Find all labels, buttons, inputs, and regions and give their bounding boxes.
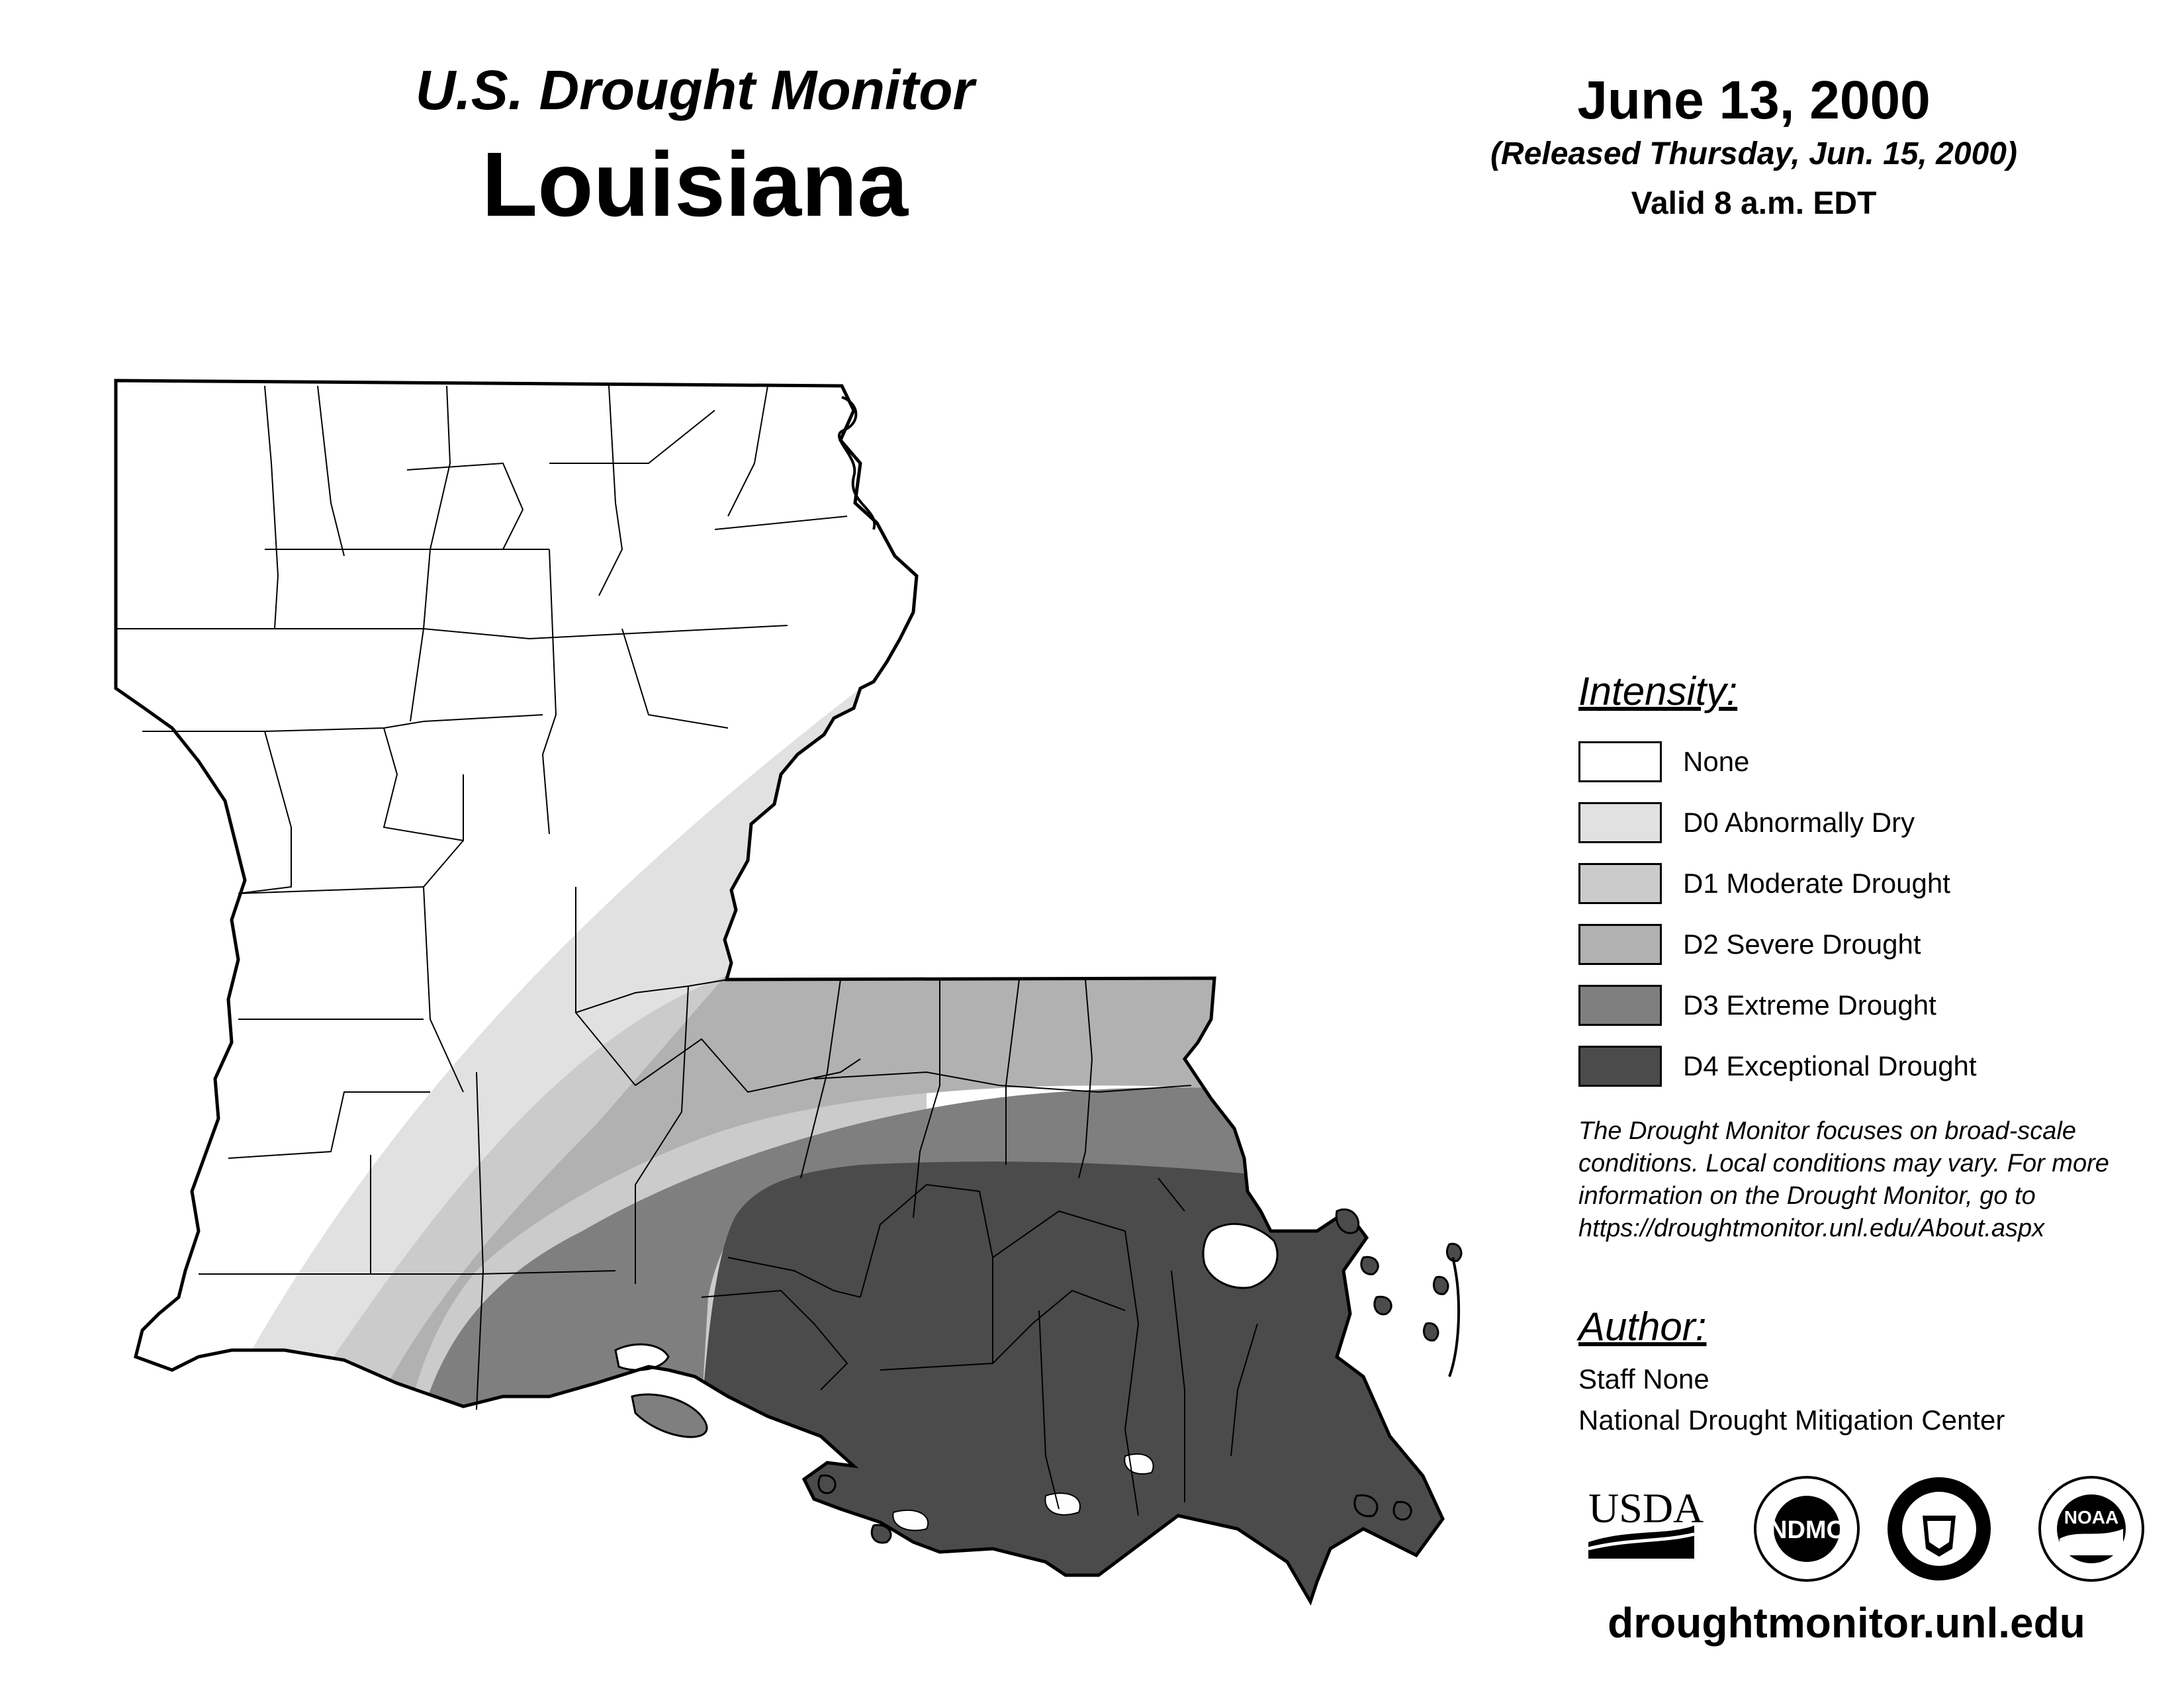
legend-label: D4 Exceptional Drought xyxy=(1683,1050,1977,1081)
legend-item-d1 xyxy=(1578,853,2174,914)
ndmc-logo xyxy=(1755,1477,1858,1580)
legend-label: None xyxy=(1683,746,1750,777)
svg-text:NDMC: NDMC xyxy=(1769,1516,1844,1544)
author-name: Staff None xyxy=(1578,1363,1709,1394)
disclaimer-note xyxy=(1578,1115,2174,1245)
note-line: information on the Drought Monitor, go to xyxy=(1578,1182,2036,1210)
legend-item-none xyxy=(1578,731,2174,792)
legend-label: D1 Moderate Drought xyxy=(1683,868,1950,899)
legend-item-d4 xyxy=(1578,1036,2174,1097)
legend-item-d0 xyxy=(1578,792,2174,853)
title-subtitle: U.S. Drought Monitor xyxy=(415,59,975,121)
commerce-seal-logo xyxy=(1888,1477,1991,1580)
partner-logos xyxy=(1588,1476,2171,1595)
note-link[interactable]: https://droughtmonitor.unl.edu/About.aspx xyxy=(1578,1214,2045,1242)
note-line: conditions. Local conditions may vary. For more xyxy=(1578,1150,2109,1177)
legend-swatch xyxy=(1578,1046,1662,1087)
legend-swatch xyxy=(1578,802,1662,843)
author-title: Author: xyxy=(1578,1304,1707,1349)
legend-item-d2 xyxy=(1578,914,2174,975)
legend xyxy=(1578,668,2174,1097)
map-date: June 13, 2000 xyxy=(1577,70,1931,130)
noaa-logo xyxy=(2040,1477,2143,1580)
release-date: (Released Thursday, Jun. 15, 2000) xyxy=(1490,136,2017,171)
note-line: The Drought Monitor focuses on broad-scale xyxy=(1578,1117,2076,1145)
usda-logo xyxy=(1588,1485,1704,1559)
title-state: Louisiana xyxy=(481,134,909,236)
legend-item-d3 xyxy=(1578,975,2174,1036)
valid-time: Valid 8 a.m. EDT xyxy=(1631,186,1877,221)
legend-swatch xyxy=(1578,741,1662,782)
legend-label: D2 Severe Drought xyxy=(1683,929,1921,960)
legend-swatch xyxy=(1578,985,1662,1026)
svg-text:USDA: USDA xyxy=(1588,1485,1704,1531)
website-link[interactable]: droughtmonitor.unl.edu xyxy=(1608,1599,2085,1647)
legend-swatch xyxy=(1578,924,1662,965)
author-org: National Drought Mitigation Center xyxy=(1578,1404,2005,1436)
legend-swatch xyxy=(1578,863,1662,904)
svg-text:NOAA: NOAA xyxy=(2064,1507,2119,1528)
legend-label: D3 Extreme Drought xyxy=(1683,989,1936,1021)
legend-label: D0 Abnormally Dry xyxy=(1683,807,1915,838)
legend-title: Intensity: xyxy=(1578,669,1738,713)
